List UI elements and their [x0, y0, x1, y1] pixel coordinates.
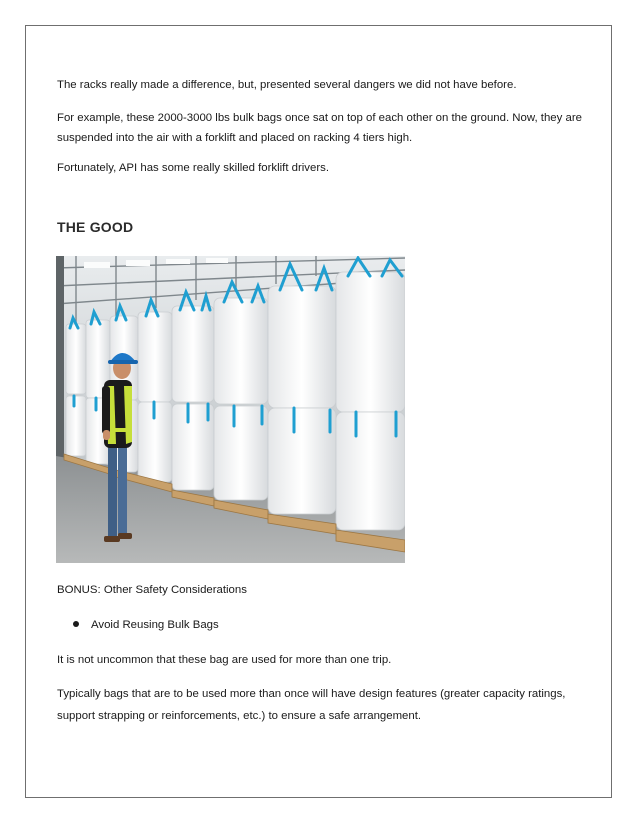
paragraph-racks-difference: The racks really made a difference, but, presented several dangers we did not have before. — [57, 79, 517, 91]
warehouse-bulk-bags-photo — [56, 256, 405, 563]
paragraph-design-features: Typically bags that are to be used more than once will have design features (greater capacity ratings, support strapping or reinforcements, etc.) to ensure a safe arrangement. — [57, 688, 566, 722]
bullet-icon — [73, 621, 79, 627]
paragraph-forklift-drivers: Fortunately, API has some really skilled forklift drivers. — [57, 162, 329, 174]
bullet-item-label: Avoid Reusing Bulk Bags — [91, 619, 219, 631]
section-heading-the-good: THE GOOD — [57, 219, 134, 235]
paragraph-bulk-bags-example: For example, these 2000-3000 lbs bulk bags once sat on top of each other on the ground. Now, they are suspended into the air with a forklift and placed on racking 4 tiers high. — [57, 112, 582, 144]
paragraph-not-uncommon: It is not uncommon that these bag are used for more than one trip. — [57, 654, 392, 666]
bullet-list-item — [73, 616, 219, 634]
bonus-heading: BONUS: Other Safety Considerations — [57, 584, 247, 596]
